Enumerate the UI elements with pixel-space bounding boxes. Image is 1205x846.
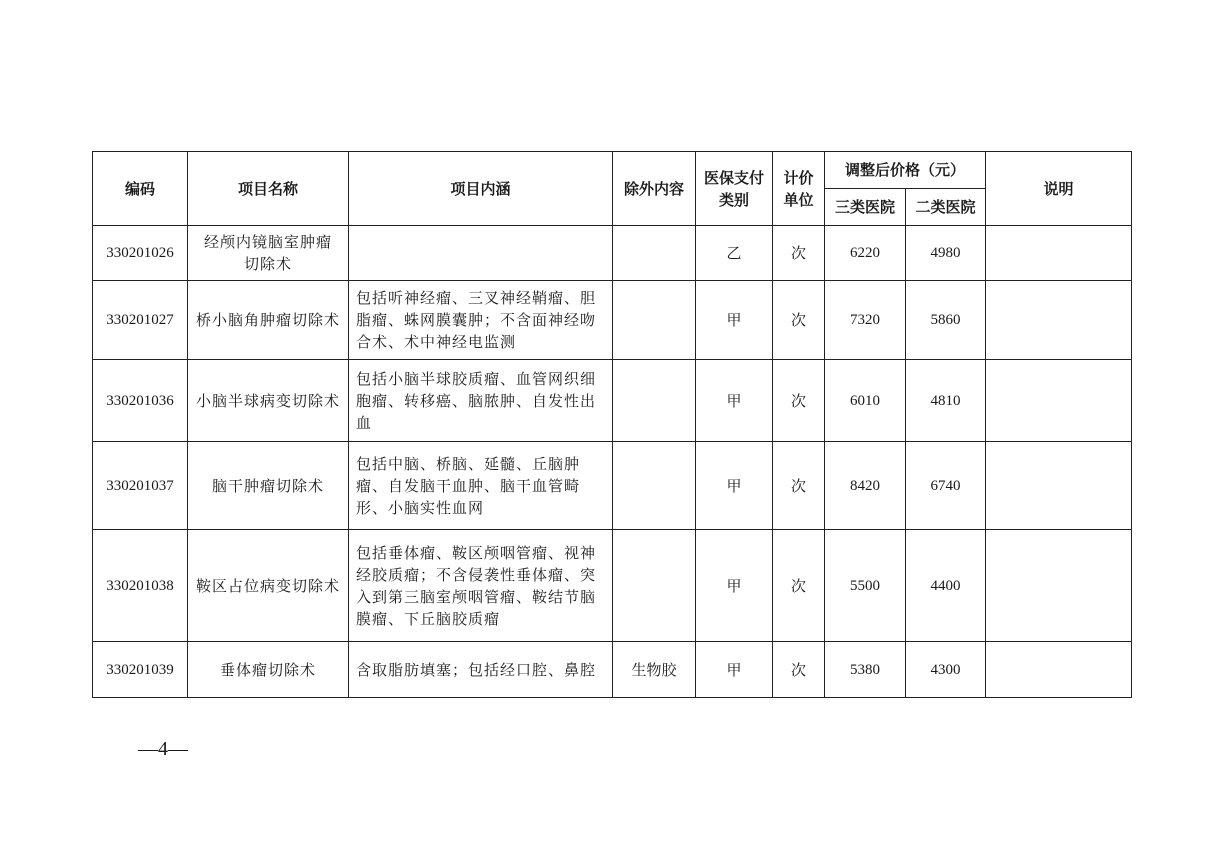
header-unit-text: 计价单位 — [783, 168, 814, 209]
cell-note — [986, 360, 1132, 442]
cell-content: 包括听神经瘤、三叉神经鞘瘤、胆脂瘤、蛛网膜囊肿；不含面神经吻合术、术中神经电监测 — [349, 281, 613, 360]
table-row — [93, 281, 1132, 360]
cell-unit: 次 — [773, 442, 825, 530]
cell-unit: 次 — [773, 226, 825, 281]
header-tier2: 二类医院 — [906, 189, 986, 226]
header-unit — [773, 152, 825, 226]
cell-code: 330201039 — [93, 642, 188, 698]
cell-note — [986, 226, 1132, 281]
header-price-group: 调整后价格（元） — [825, 152, 986, 189]
cell-tier2: 5860 — [906, 281, 986, 360]
table-row — [93, 642, 1132, 698]
cell-excluded: 生物胶 — [613, 642, 696, 698]
table-row — [93, 530, 1132, 642]
cell-insurance: 甲 — [696, 360, 773, 442]
cell-name: 脑干肿瘤切除术 — [188, 442, 349, 530]
cell-insurance: 甲 — [696, 530, 773, 642]
cell-note — [986, 442, 1132, 530]
header-code: 编码 — [93, 152, 188, 226]
cell-name: 鞍区占位病变切除术 — [188, 530, 349, 642]
cell-name: 小脑半球病变切除术 — [188, 360, 349, 442]
cell-tier2: 4300 — [906, 642, 986, 698]
cell-code: 330201037 — [93, 442, 188, 530]
header-insurance — [696, 152, 773, 226]
header-content: 项目内涵 — [349, 152, 613, 226]
cell-tier2: 6740 — [906, 442, 986, 530]
cell-content: 包括小脑半球胶质瘤、血管网织细胞瘤、转移癌、脑脓肿、自发性出血 — [349, 360, 613, 442]
cell-code: 330201036 — [93, 360, 188, 442]
price-table — [92, 151, 1132, 698]
cell-name: 垂体瘤切除术 — [188, 642, 349, 698]
cell-insurance: 甲 — [696, 642, 773, 698]
cell-excluded — [613, 226, 696, 281]
cell-note — [986, 530, 1132, 642]
cell-name-text: 经颅内镜脑室肿瘤切除术 — [204, 233, 333, 273]
cell-code: 330201027 — [93, 281, 188, 360]
cell-content: 包括垂体瘤、鞍区颅咽管瘤、视神经胶质瘤；不含侵袭性垂体瘤、突入到第三脑室颅咽管瘤、鞍结节脑膜瘤、下丘脑胶质瘤 — [349, 530, 613, 642]
cell-name: 桥小脑角肿瘤切除术 — [188, 281, 349, 360]
cell-unit: 次 — [773, 281, 825, 360]
header-name: 项目名称 — [188, 152, 349, 226]
cell-code: 330201026 — [93, 226, 188, 281]
cell-tier2: 4980 — [906, 226, 986, 281]
header-tier3: 三类医院 — [825, 189, 906, 226]
cell-tier2: 4810 — [906, 360, 986, 442]
cell-unit: 次 — [773, 642, 825, 698]
cell-content — [349, 226, 613, 281]
cell-tier3: 5500 — [825, 530, 906, 642]
cell-excluded — [613, 530, 696, 642]
cell-note — [986, 281, 1132, 360]
cell-code: 330201038 — [93, 530, 188, 642]
header-insurance-text: 医保支付类别 — [703, 168, 764, 209]
header-note: 说明 — [986, 152, 1132, 226]
cell-tier2: 4400 — [906, 530, 986, 642]
cell-unit: 次 — [773, 360, 825, 442]
cell-tier3: 8420 — [825, 442, 906, 530]
cell-note — [986, 642, 1132, 698]
cell-content: 含取脂肪填塞；包括经口腔、鼻腔 — [349, 642, 613, 698]
cell-insurance: 甲 — [696, 281, 773, 360]
page-number: —4— — [138, 738, 188, 760]
cell-insurance: 甲 — [696, 442, 773, 530]
cell-unit: 次 — [773, 530, 825, 642]
table-row — [93, 226, 1132, 281]
cell-excluded — [613, 360, 696, 442]
cell-tier3: 6010 — [825, 360, 906, 442]
cell-content: 包括中脑、桥脑、延髓、丘脑肿瘤、自发脑干血肿、脑干血管畸形、小脑实性血网 — [349, 442, 613, 530]
cell-tier3: 5380 — [825, 642, 906, 698]
cell-tier3: 6220 — [825, 226, 906, 281]
cell-excluded — [613, 281, 696, 360]
cell-insurance: 乙 — [696, 226, 773, 281]
cell-name — [188, 226, 349, 281]
header-excluded: 除外内容 — [613, 152, 696, 226]
cell-excluded — [613, 442, 696, 530]
table-row — [93, 442, 1132, 530]
cell-tier3: 7320 — [825, 281, 906, 360]
table-row — [93, 360, 1132, 442]
